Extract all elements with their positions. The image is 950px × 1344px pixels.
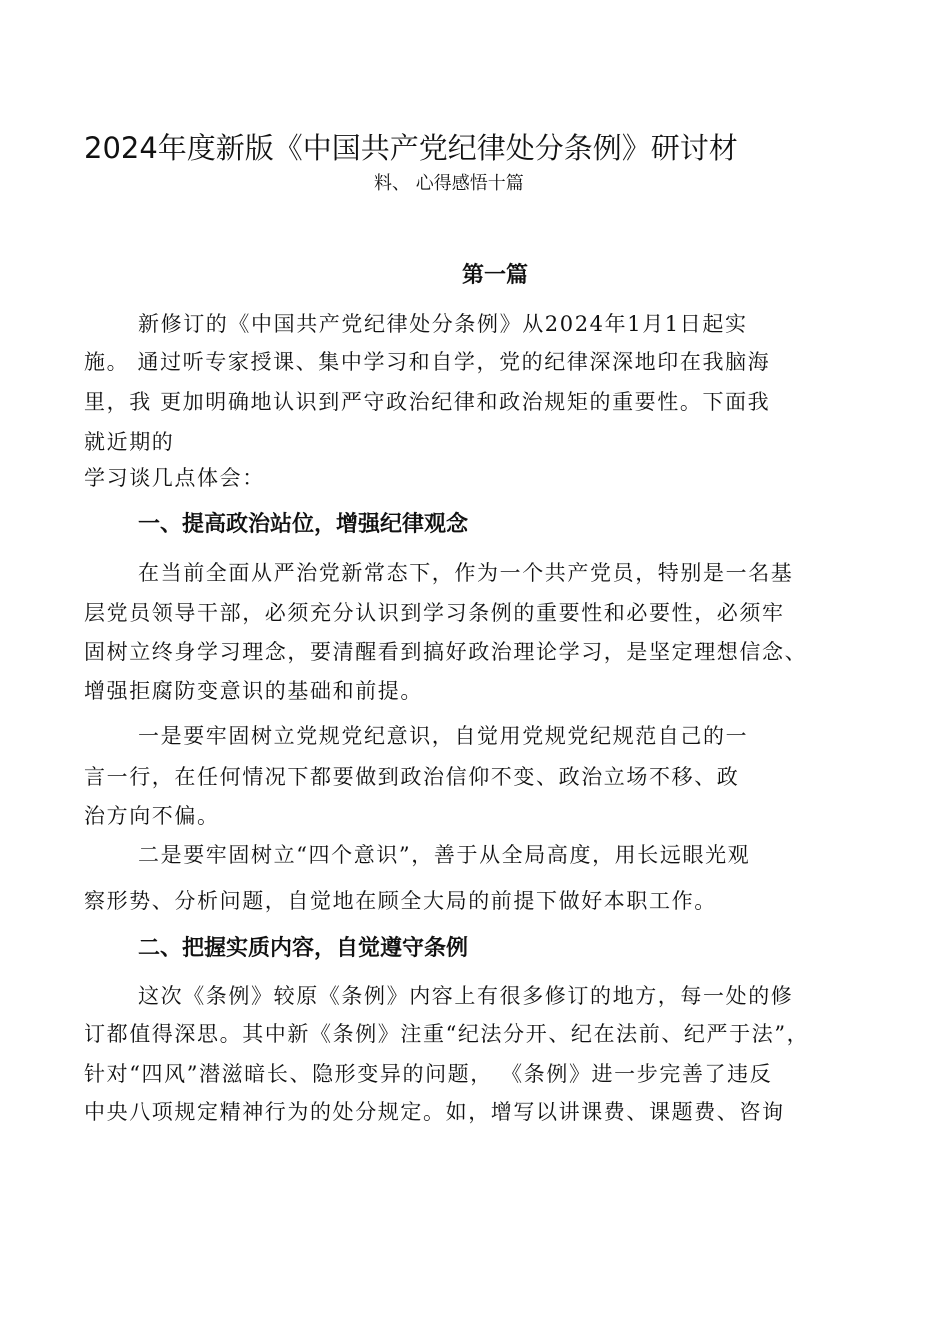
text-line: 针对“四风”潜滋暗长、隐形变异的问题， 《条例》进一步完善了违反 <box>84 1062 773 1086</box>
text-line: 学习谈几点体会： <box>84 466 265 490</box>
text-line: 一是要牢固树立党规党纪意识，自觉用党规党纪规范自己的一 <box>138 724 749 748</box>
text-line: 这次《条例》较原《条例》内容上有很多修订的地方，每一处的修 <box>138 984 794 1008</box>
document-title-line-2: 料、 心得感悟十篇 <box>374 173 524 194</box>
text-line: 增强拒腐防变意识的基础和前提。 <box>84 679 423 703</box>
section-heading-2: 二、把握实质内容，自觉遵守条例 <box>138 936 469 961</box>
text-line: 在当前全面从严治党新常态下，作为一个共产党员，特别是一名基 <box>138 561 794 585</box>
text-line: 察形势、分析问题，自觉地在顾全大局的前提下做好本职工作。 <box>84 889 717 913</box>
section-heading-1: 一、提高政治站位，增强纪律观念 <box>138 512 469 537</box>
text-line: 订都值得深思。其中新《条例》注重“纪法分开、纪在法前、纪严于法”， <box>84 1022 810 1046</box>
text-line: 新修订的《中国共产党纪律处分条例》从2024年1月1日起实 <box>138 312 748 336</box>
text-line: 就近期的 <box>84 430 175 454</box>
text-line: 固树立终身学习理念，要清醒看到搞好政治理论学习，是坚定理想信念、 <box>84 640 808 664</box>
text-line: 施。 通过听专家授课、集中学习和自学，党的纪律深深地印在我脑海 <box>84 350 771 374</box>
text-line: 二是要牢固树立“四个意识”，善于从全局高度，用长远眼光观 <box>138 843 751 867</box>
section-title: 第一篇 <box>462 263 529 288</box>
text-line: 治方向不偏。 <box>84 804 220 828</box>
document-title-line-1: 2024年度新版《中国共产党纪律处分条例》研讨材 <box>84 131 738 165</box>
text-line: 层党员领导干部，必须充分认识到学习条例的重要性和必要性，必须牢 <box>84 601 785 625</box>
text-line: 中央八项规定精神行为的处分规定。如，增写以讲课费、课题费、咨询 <box>84 1100 785 1124</box>
text-line: 里，我 更加明确地认识到严守政治纪律和政治规矩的重要性。下面我 <box>84 390 771 414</box>
text-line: 言一行，在任何情况下都要做到政治信仰不变、政治立场不移、政 <box>84 765 740 789</box>
